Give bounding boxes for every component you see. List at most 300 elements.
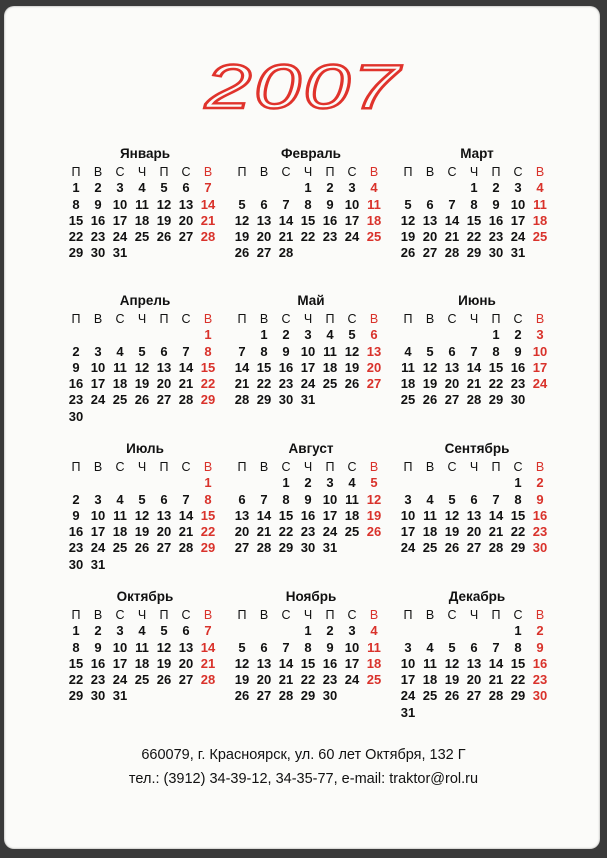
day-cell: 2 xyxy=(282,327,290,343)
day-cell: 26 xyxy=(444,688,460,704)
day-cell: 16 xyxy=(300,507,316,523)
day-cell: 18 xyxy=(112,524,128,540)
day-cell: 28 xyxy=(234,392,250,408)
day-cell: 31 xyxy=(112,688,128,704)
day-cell: 29 xyxy=(256,392,272,408)
day-cell: 9 xyxy=(326,196,334,212)
day-cell: 9 xyxy=(304,491,312,507)
day-cell: 25 xyxy=(422,688,438,704)
day-cell: 16 xyxy=(322,212,338,228)
weekday-header: В xyxy=(425,460,435,474)
day-cell: 26 xyxy=(444,540,460,556)
day-cell: 11 xyxy=(533,196,547,212)
day-cell: 22 xyxy=(300,672,316,688)
day-cell: 1 xyxy=(72,623,80,639)
day-cell: 12 xyxy=(366,491,382,507)
day-cell: 9 xyxy=(536,639,544,655)
day-cell: 14 xyxy=(488,507,504,523)
empty-cell xyxy=(153,327,175,343)
weekday-header: В xyxy=(369,165,379,179)
day-cell: 22 xyxy=(68,229,84,245)
day-cell: 2 xyxy=(94,623,102,639)
day-cell: 26 xyxy=(134,392,150,408)
weekday-header: С xyxy=(281,460,291,474)
day-cell: 17 xyxy=(510,212,526,228)
day-cell: 11 xyxy=(367,639,381,655)
day-cell: 19 xyxy=(234,229,250,245)
day-cell: 8 xyxy=(260,343,268,359)
day-cell: 18 xyxy=(344,507,360,523)
day-cell: 21 xyxy=(256,524,272,540)
weekday-header: С xyxy=(447,460,457,474)
day-cell: 7 xyxy=(260,491,268,507)
day-cell: 4 xyxy=(116,491,124,507)
day-cell: 21 xyxy=(466,376,482,392)
day-cell: 20 xyxy=(256,229,272,245)
day-cell: 29 xyxy=(510,540,526,556)
day-cell: 22 xyxy=(278,524,294,540)
day-cell: 18 xyxy=(134,212,150,228)
empty-cell xyxy=(275,180,297,196)
day-cell: 19 xyxy=(344,359,360,375)
day-cell: 3 xyxy=(94,343,102,359)
weekday-header: В xyxy=(425,165,435,179)
day-cell: 3 xyxy=(404,491,412,507)
day-cell: 20 xyxy=(156,376,172,392)
weekday-header: С xyxy=(347,608,357,622)
day-cell: 1 xyxy=(304,180,312,196)
weekday-header: Ч xyxy=(137,165,147,179)
day-cell: 25 xyxy=(134,229,150,245)
day-cell: 30 xyxy=(488,245,504,261)
day-cell: 28 xyxy=(256,540,272,556)
empty-cell xyxy=(109,475,131,491)
month-block xyxy=(231,440,391,557)
weekday-header: П xyxy=(71,165,81,179)
month-grid xyxy=(397,311,557,409)
day-cell: 1 xyxy=(260,327,268,343)
empty-cell xyxy=(485,475,507,491)
day-cell: 28 xyxy=(278,688,294,704)
day-cell: 25 xyxy=(322,376,338,392)
weekday-header: П xyxy=(71,608,81,622)
day-cell: 31 xyxy=(510,245,526,261)
day-cell: 27 xyxy=(156,392,172,408)
day-cell: 6 xyxy=(448,343,456,359)
day-cell: 11 xyxy=(135,639,149,655)
month-name: Октябрь xyxy=(116,589,174,604)
weekday-header: В xyxy=(93,608,103,622)
day-cell: 20 xyxy=(466,672,482,688)
day-cell: 12 xyxy=(134,507,150,523)
weekday-header: В xyxy=(259,460,269,474)
month-grid xyxy=(397,164,557,262)
day-cell: 30 xyxy=(90,245,106,261)
day-cell: 2 xyxy=(72,343,80,359)
day-cell: 15 xyxy=(278,507,294,523)
day-cell: 19 xyxy=(156,655,172,671)
weekday-header: С xyxy=(115,165,125,179)
day-cell: 26 xyxy=(422,392,438,408)
year-title: 2007 xyxy=(204,53,403,122)
calendar-card xyxy=(4,6,600,849)
day-cell: 30 xyxy=(532,540,548,556)
empty-cell xyxy=(231,475,253,491)
day-cell: 16 xyxy=(90,655,106,671)
month-block xyxy=(397,292,557,409)
day-cell: 14 xyxy=(234,359,250,375)
day-cell: 24 xyxy=(344,672,360,688)
weekday-header: Ч xyxy=(303,165,313,179)
day-cell: 12 xyxy=(444,507,460,523)
day-cell: 20 xyxy=(366,359,382,375)
day-cell: 27 xyxy=(422,245,438,261)
day-cell: 18 xyxy=(422,524,438,540)
weekday-header: С xyxy=(447,312,457,326)
day-cell: 28 xyxy=(278,245,294,261)
day-cell: 30 xyxy=(68,408,84,424)
day-cell: 10 xyxy=(112,196,128,212)
empty-cell xyxy=(441,623,463,639)
day-cell: 7 xyxy=(282,196,290,212)
day-cell: 17 xyxy=(344,655,360,671)
weekday-header: Ч xyxy=(303,608,313,622)
day-cell: 27 xyxy=(366,376,382,392)
month-block xyxy=(231,588,391,705)
day-cell: 10 xyxy=(510,196,526,212)
day-cell: 15 xyxy=(256,359,272,375)
day-cell: 6 xyxy=(370,327,378,343)
day-cell: 24 xyxy=(90,540,106,556)
day-cell: 23 xyxy=(532,524,548,540)
weekday-header: П xyxy=(403,165,413,179)
weekday-header: В xyxy=(203,608,213,622)
weekday-header: В xyxy=(93,165,103,179)
day-cell: 12 xyxy=(134,359,150,375)
day-cell: 9 xyxy=(72,507,80,523)
day-cell: 1 xyxy=(514,623,522,639)
day-cell: 24 xyxy=(344,229,360,245)
day-cell: 10 xyxy=(112,639,128,655)
day-cell: 23 xyxy=(322,672,338,688)
day-cell: 5 xyxy=(238,196,246,212)
day-cell: 12 xyxy=(422,359,438,375)
weekday-header: В xyxy=(425,312,435,326)
empty-cell xyxy=(397,475,419,491)
day-cell: 25 xyxy=(112,540,128,556)
day-cell: 11 xyxy=(113,359,127,375)
day-cell: 24 xyxy=(300,376,316,392)
day-cell: 2 xyxy=(326,180,334,196)
month-block xyxy=(397,440,557,557)
day-cell: 6 xyxy=(182,623,190,639)
weekday-header: П xyxy=(237,165,247,179)
day-cell: 11 xyxy=(423,507,437,523)
weekday-header: Ч xyxy=(137,608,147,622)
day-cell: 9 xyxy=(94,639,102,655)
empty-cell xyxy=(463,623,485,639)
day-cell: 27 xyxy=(256,245,272,261)
day-cell: 18 xyxy=(134,655,150,671)
empty-cell xyxy=(231,180,253,196)
day-cell: 13 xyxy=(444,359,460,375)
day-cell: 22 xyxy=(68,672,84,688)
day-cell: 3 xyxy=(116,180,124,196)
weekday-header: С xyxy=(115,460,125,474)
day-cell: 12 xyxy=(234,655,250,671)
empty-cell xyxy=(231,327,253,343)
day-cell: 1 xyxy=(204,327,212,343)
weekday-header: В xyxy=(259,608,269,622)
day-cell: 3 xyxy=(348,180,356,196)
month-block xyxy=(65,292,225,425)
day-cell: 2 xyxy=(536,623,544,639)
day-cell: 19 xyxy=(234,672,250,688)
day-cell: 3 xyxy=(536,327,544,343)
day-cell: 14 xyxy=(178,359,194,375)
day-cell: 6 xyxy=(470,639,478,655)
day-cell: 15 xyxy=(466,212,482,228)
day-cell: 4 xyxy=(370,623,378,639)
day-cell: 22 xyxy=(200,524,216,540)
day-cell: 3 xyxy=(404,639,412,655)
weekday-header: С xyxy=(347,312,357,326)
month-block xyxy=(65,145,225,262)
day-cell: 29 xyxy=(68,688,84,704)
day-cell: 13 xyxy=(422,212,438,228)
day-cell: 28 xyxy=(488,540,504,556)
day-cell: 26 xyxy=(366,524,382,540)
day-cell: 27 xyxy=(234,540,250,556)
month-name: Декабрь xyxy=(448,589,506,604)
footer-contacts: тел.: (3912) 34-39-12, 34-35-77, e-mail: traktor@rol.ru xyxy=(128,771,479,787)
day-cell: 12 xyxy=(156,196,172,212)
day-cell: 29 xyxy=(68,245,84,261)
weekday-header: С xyxy=(115,608,125,622)
day-cell: 30 xyxy=(278,392,294,408)
weekday-header: П xyxy=(491,165,501,179)
weekday-header: В xyxy=(535,608,545,622)
day-cell: 14 xyxy=(256,507,272,523)
day-cell: 15 xyxy=(68,212,84,228)
weekday-header: В xyxy=(369,460,379,474)
empty-cell xyxy=(131,475,153,491)
day-cell: 24 xyxy=(400,688,416,704)
month-grid xyxy=(397,459,557,557)
day-cell: 8 xyxy=(514,639,522,655)
weekday-header: П xyxy=(325,165,335,179)
empty-cell xyxy=(175,327,197,343)
month-block xyxy=(231,292,391,409)
day-cell: 14 xyxy=(444,212,460,228)
day-cell: 21 xyxy=(278,229,294,245)
day-cell: 2 xyxy=(72,491,80,507)
day-cell: 19 xyxy=(134,376,150,392)
day-cell: 25 xyxy=(422,540,438,556)
empty-cell xyxy=(419,475,441,491)
day-cell: 21 xyxy=(178,376,194,392)
weekday-header: С xyxy=(115,312,125,326)
day-cell: 27 xyxy=(444,392,460,408)
day-cell: 17 xyxy=(300,359,316,375)
day-cell: 17 xyxy=(112,655,128,671)
empty-cell xyxy=(441,475,463,491)
empty-cell xyxy=(253,475,275,491)
day-cell: 12 xyxy=(234,212,250,228)
day-cell: 15 xyxy=(68,655,84,671)
weekday-header: В xyxy=(369,312,379,326)
weekday-header: Ч xyxy=(469,312,479,326)
day-cell: 8 xyxy=(470,196,478,212)
weekday-header: Ч xyxy=(137,312,147,326)
day-cell: 13 xyxy=(178,639,194,655)
day-cell: 31 xyxy=(322,540,338,556)
day-cell: 9 xyxy=(72,359,80,375)
day-cell: 4 xyxy=(426,639,434,655)
day-cell: 8 xyxy=(282,491,290,507)
day-cell: 8 xyxy=(72,196,80,212)
day-cell: 15 xyxy=(488,359,504,375)
day-cell: 30 xyxy=(532,688,548,704)
day-cell: 5 xyxy=(348,327,356,343)
day-cell: 3 xyxy=(304,327,312,343)
day-cell: 3 xyxy=(94,491,102,507)
day-cell: 20 xyxy=(178,655,194,671)
day-cell: 24 xyxy=(532,376,548,392)
weekday-header: П xyxy=(325,460,335,474)
weekday-header: П xyxy=(71,460,81,474)
empty-cell xyxy=(485,623,507,639)
day-cell: 12 xyxy=(156,639,172,655)
day-cell: 31 xyxy=(300,392,316,408)
empty-cell xyxy=(65,475,87,491)
day-cell: 1 xyxy=(470,180,478,196)
day-cell: 19 xyxy=(422,376,438,392)
day-cell: 16 xyxy=(488,212,504,228)
day-cell: 11 xyxy=(423,655,437,671)
day-cell: 14 xyxy=(200,639,216,655)
day-cell: 23 xyxy=(488,229,504,245)
day-cell: 13 xyxy=(256,655,272,671)
day-cell: 22 xyxy=(466,229,482,245)
month-grid xyxy=(231,607,391,705)
day-cell: 11 xyxy=(135,196,149,212)
day-cell: 16 xyxy=(68,524,84,540)
day-cell: 12 xyxy=(344,343,360,359)
day-cell: 2 xyxy=(514,327,522,343)
day-cell: 19 xyxy=(156,212,172,228)
day-cell: 5 xyxy=(448,639,456,655)
day-cell: 24 xyxy=(112,672,128,688)
day-cell: 1 xyxy=(72,180,80,196)
month-grid xyxy=(65,459,225,573)
day-cell: 21 xyxy=(278,672,294,688)
day-cell: 22 xyxy=(300,229,316,245)
day-cell: 10 xyxy=(344,196,360,212)
weekday-header: П xyxy=(403,608,413,622)
day-cell: 13 xyxy=(156,359,172,375)
day-cell: 9 xyxy=(514,343,522,359)
weekday-header: В xyxy=(259,165,269,179)
day-cell: 16 xyxy=(532,655,548,671)
day-cell: 10 xyxy=(344,639,360,655)
day-cell: 4 xyxy=(426,491,434,507)
empty-cell xyxy=(231,623,253,639)
day-cell: 20 xyxy=(156,524,172,540)
day-cell: 21 xyxy=(200,212,216,228)
day-cell: 10 xyxy=(400,655,416,671)
day-cell: 26 xyxy=(234,688,250,704)
day-cell: 7 xyxy=(238,343,246,359)
month-name: Июнь xyxy=(458,293,496,308)
day-cell: 20 xyxy=(444,376,460,392)
day-cell: 26 xyxy=(400,245,416,261)
day-cell: 8 xyxy=(514,491,522,507)
day-cell: 25 xyxy=(134,672,150,688)
day-cell: 16 xyxy=(532,507,548,523)
day-cell: 8 xyxy=(304,639,312,655)
weekday-header: П xyxy=(237,608,247,622)
day-cell: 5 xyxy=(448,491,456,507)
empty-cell xyxy=(463,327,485,343)
empty-cell xyxy=(87,475,109,491)
day-cell: 13 xyxy=(366,343,382,359)
day-cell: 3 xyxy=(514,180,522,196)
day-cell: 18 xyxy=(366,212,382,228)
day-cell: 3 xyxy=(116,623,124,639)
month-block xyxy=(231,145,391,262)
month-name: Сентябрь xyxy=(444,441,510,456)
day-cell: 23 xyxy=(532,672,548,688)
day-cell: 27 xyxy=(466,540,482,556)
day-cell: 12 xyxy=(400,212,416,228)
empty-cell xyxy=(253,623,275,639)
month-block xyxy=(65,588,225,705)
weekday-header: В xyxy=(259,312,269,326)
day-cell: 7 xyxy=(182,491,190,507)
month-name: Март xyxy=(460,146,494,161)
day-cell: 6 xyxy=(260,196,268,212)
day-cell: 30 xyxy=(322,688,338,704)
day-cell: 19 xyxy=(366,507,382,523)
day-cell: 4 xyxy=(370,180,378,196)
day-cell: 5 xyxy=(404,196,412,212)
day-cell: 14 xyxy=(278,212,294,228)
weekday-header: Ч xyxy=(303,312,313,326)
empty-cell xyxy=(397,180,419,196)
day-cell: 5 xyxy=(138,491,146,507)
day-cell: 23 xyxy=(90,229,106,245)
month-grid xyxy=(231,459,391,557)
day-cell: 28 xyxy=(200,229,216,245)
weekday-header: П xyxy=(159,608,169,622)
day-cell: 26 xyxy=(156,672,172,688)
weekday-header: В xyxy=(93,460,103,474)
day-cell: 2 xyxy=(94,180,102,196)
day-cell: 30 xyxy=(510,392,526,408)
empty-cell xyxy=(419,180,441,196)
day-cell: 18 xyxy=(400,376,416,392)
weekday-header: С xyxy=(281,165,291,179)
weekday-header: С xyxy=(513,608,523,622)
weekday-header: В xyxy=(203,165,213,179)
day-cell: 22 xyxy=(510,672,526,688)
day-cell: 6 xyxy=(260,639,268,655)
weekday-header: Ч xyxy=(469,165,479,179)
day-cell: 13 xyxy=(178,196,194,212)
day-cell: 8 xyxy=(304,196,312,212)
day-cell: 1 xyxy=(492,327,500,343)
